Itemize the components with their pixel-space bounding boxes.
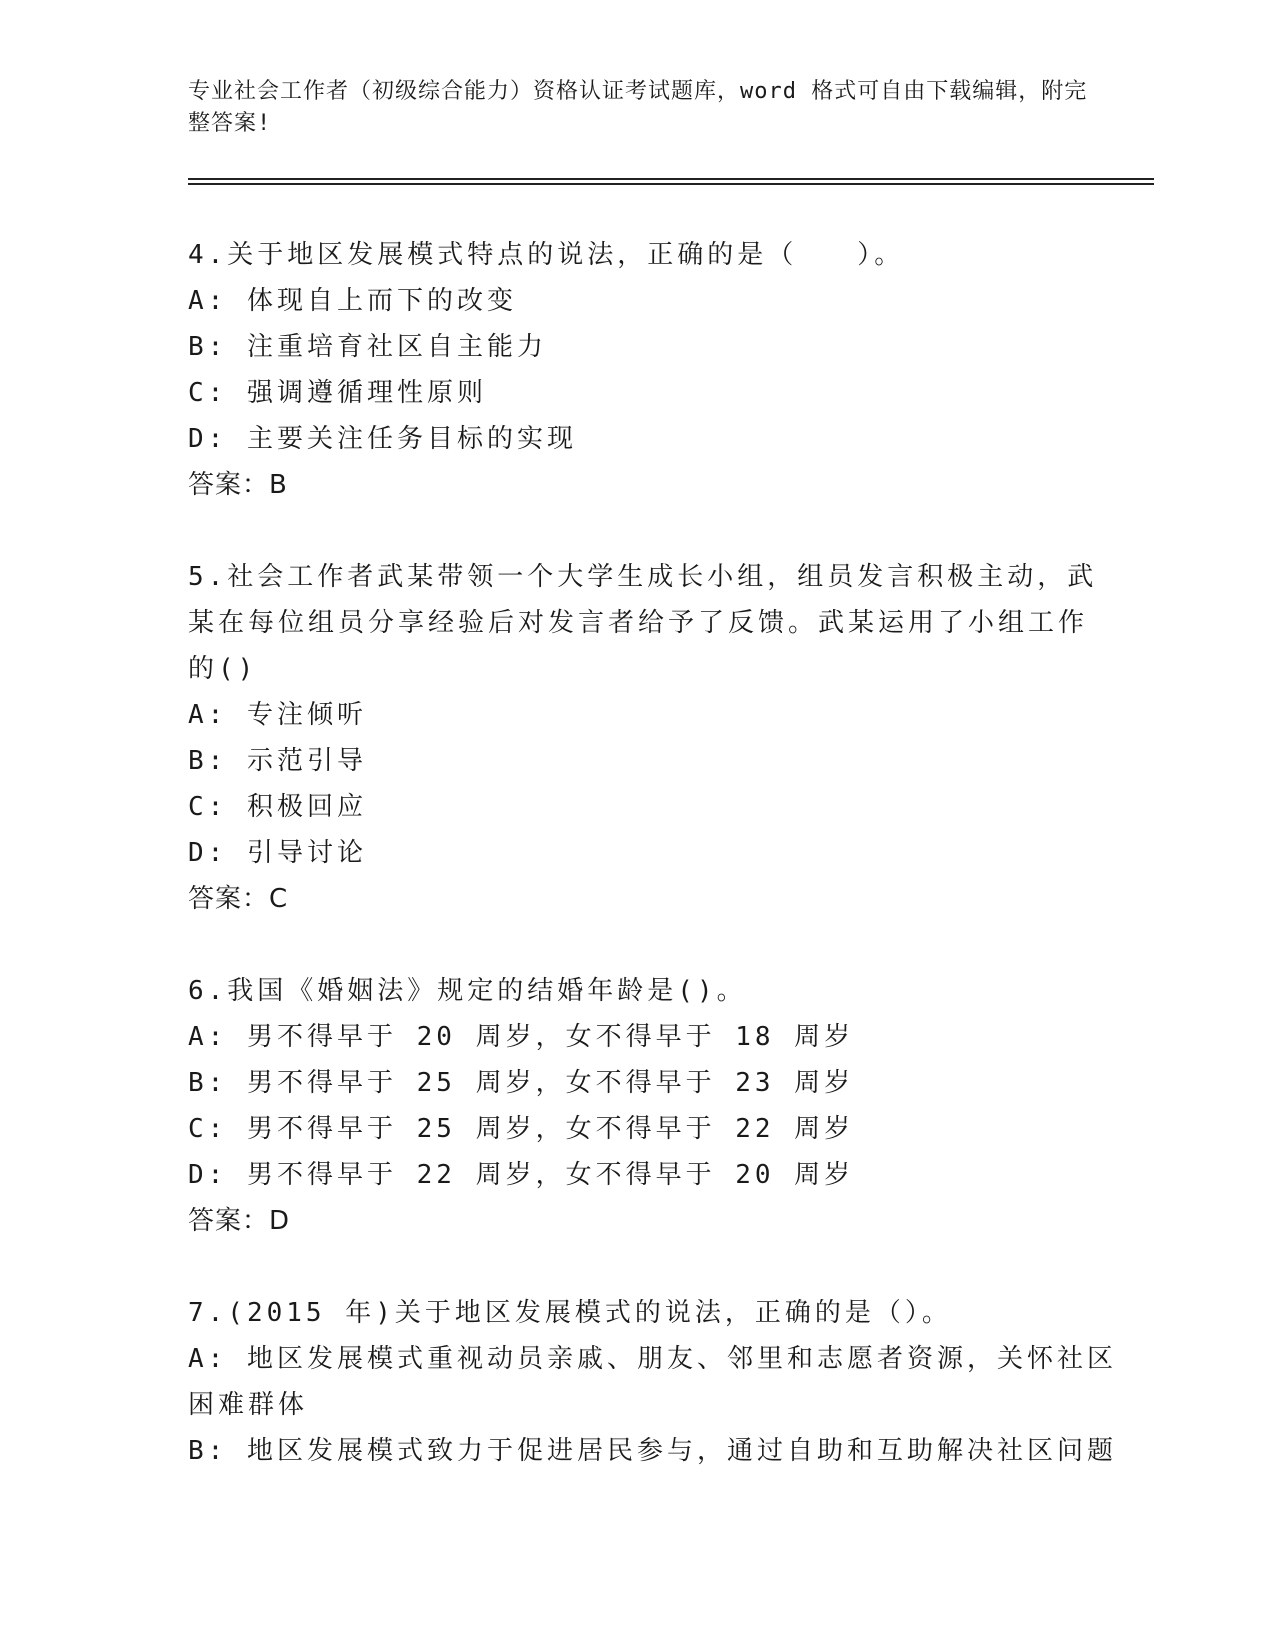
question-6 — [188, 968, 1088, 1244]
question-stem: 6.我国《婚姻法》规定的结婚年龄是()。 — [188, 976, 747, 1006]
answer: 答案：D — [188, 1206, 291, 1236]
option-d: D: 主要关注任务目标的实现 — [188, 424, 577, 454]
header-divider-bottom — [188, 183, 1154, 185]
option-c: C: 积极回应 — [188, 792, 367, 822]
question-stem: 7.(2015 年)关于地区发展模式的说法，正确的是（）。 — [188, 1298, 952, 1328]
question-stem: 4.关于地区发展模式特点的说法，正确的是（ ）。 — [188, 240, 905, 270]
header-divider-top — [188, 178, 1154, 180]
option-c: C: 男不得早于 25 周岁，女不得早于 22 周岁 — [188, 1114, 855, 1144]
option-a-line-2: 困难群体 — [188, 1390, 309, 1420]
answer: 答案：C — [188, 884, 289, 914]
option-b: B: 注重培育社区自主能力 — [188, 332, 547, 362]
option-b: B: 示范引导 — [188, 746, 367, 776]
question-4 — [188, 232, 1088, 508]
option-a: A: 专注倾听 — [188, 700, 367, 730]
document-header: 专业社会工作者（初级综合能力）资格认证考试题库，word 格式可自由下载编辑，附完整答案! — [188, 79, 1088, 136]
option-b: B: 地区发展模式致力于促进居民参与，通过自助和互助解决社区问题 — [188, 1436, 1117, 1466]
question-list — [188, 232, 1117, 1474]
option-a: A: 男不得早于 20 周岁，女不得早于 18 周岁 — [188, 1022, 855, 1052]
option-c: C: 强调遵循理性原则 — [188, 378, 487, 408]
question-7 — [188, 1290, 1117, 1474]
question-stem-line-3: 的() — [188, 654, 258, 684]
question-stem-line-2: 某在每位组员分享经验后对发言者给予了反馈。武某运用了小组工作 — [188, 608, 1089, 638]
question-5 — [188, 554, 1098, 922]
question-stem-line-1: 5.社会工作者武某带领一个大学生成长小组，组员发言积极主动，武 — [188, 562, 1098, 592]
answer: 答案：B — [188, 470, 288, 500]
option-b: B: 男不得早于 25 周岁，女不得早于 23 周岁 — [188, 1068, 855, 1098]
option-a-line-1: A: 地区发展模式重视动员亲戚、朋友、邻里和志愿者资源，关怀社区 — [188, 1344, 1117, 1374]
option-d: D: 男不得早于 22 周岁，女不得早于 20 周岁 — [188, 1160, 855, 1190]
option-a: A: 体现自上而下的改变 — [188, 286, 517, 316]
option-d: D: 引导讨论 — [188, 838, 367, 868]
